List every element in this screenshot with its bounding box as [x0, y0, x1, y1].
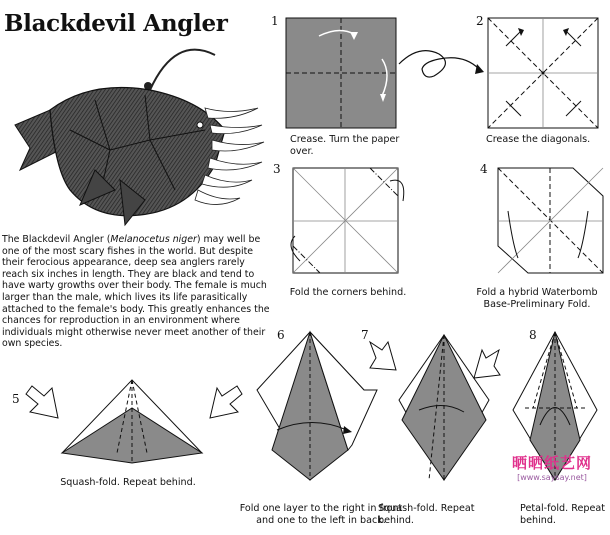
latin-name: Melanocetus niger: [110, 234, 197, 245]
step-5-diagram: [22, 378, 252, 478]
step-2-diagram: [486, 16, 606, 136]
step-4-caption: Fold a hybrid Waterbomb Base-Preliminary Fold.: [476, 287, 598, 310]
intro-paragraph: The Blackdevil Angler (Melanocetus niger) may well be one of the most scary fishes in the world. But despite their ferocious appearance, deep sea anglers rarely reach six inches in length. They are black and tend to have warty growths over their body. The female is much larger than the male, which lives its life parasitically attached to the female's body. This greatly enhances the chances for reproduction in an environment where individuals might otherwise never meet another of their own species.: [2, 234, 270, 350]
step-3-diagram: [285, 166, 415, 281]
angler-fish-illustration: [0, 30, 270, 230]
step-3-caption: Fold the corners behind.: [289, 287, 407, 298]
step-7-number: 7: [361, 328, 369, 342]
step-1-diagram: [284, 14, 414, 139]
step-5-caption: Squash-fold. Repeat behind.: [60, 477, 196, 488]
step-3-number: 3: [273, 162, 281, 176]
watermark: [498, 452, 606, 482]
step-2-caption: Crease the diagonals.: [486, 134, 591, 145]
watermark-logo-text: 晒晒纸艺网: [511, 454, 592, 472]
step-4-number: 4: [480, 162, 488, 176]
step-2-number: 2: [476, 14, 484, 28]
step-8-caption: Petal-fold. Repeat behind.: [520, 503, 605, 526]
step-6-number: 6: [277, 328, 285, 342]
page-title: Blackdevil Angler: [4, 10, 228, 37]
step-1-number: 1: [271, 14, 279, 28]
step-7-caption: Squash-fold. Repeat behind.: [378, 503, 475, 526]
step-1-caption: Crease. Turn the paper over.: [290, 134, 400, 157]
step-8-number: 8: [529, 328, 537, 342]
step-6-caption: Fold one layer to the right in front and one to the left in back.: [239, 503, 403, 526]
step-4-diagram: [488, 166, 608, 281]
watermark-url: [www.saysay.net]: [517, 473, 587, 482]
step-5-number: 5: [12, 392, 20, 406]
step-7-diagram: [364, 330, 504, 490]
